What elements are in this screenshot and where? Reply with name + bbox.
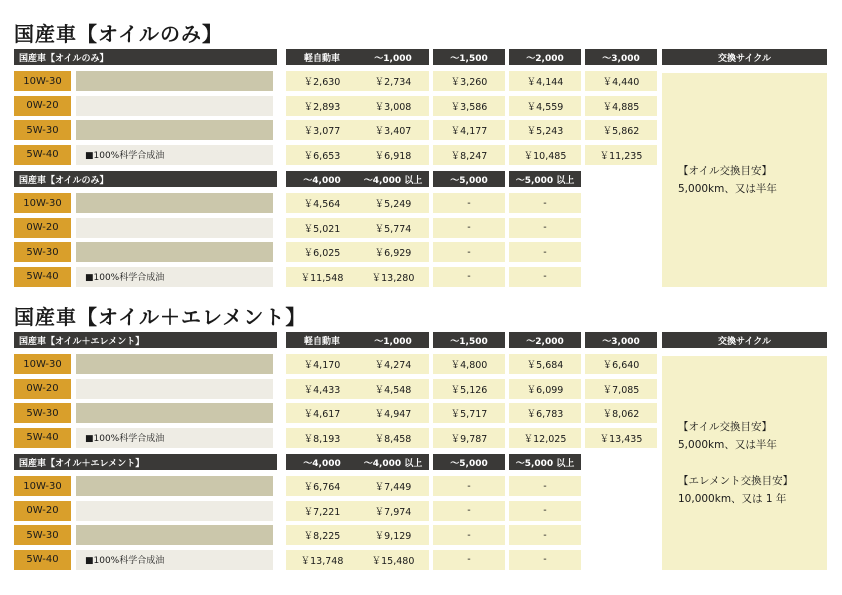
- price-cell: ￥7,085: [585, 379, 657, 399]
- price-cell: ￥8,247: [433, 145, 505, 165]
- column-header: ～1,500: [433, 332, 505, 348]
- oil-grade-label: 5W-30: [14, 120, 71, 140]
- cycle-note-line: 【エレメント交換目安】: [678, 475, 794, 487]
- price-cell: -: [509, 501, 581, 521]
- price-cell: ￥5,717: [433, 403, 505, 423]
- oil-grade-label: 0W-20: [14, 379, 71, 399]
- table-label-header: 国産車【オイル＋エレメント】: [14, 332, 277, 348]
- price-cell: ￥7,221: [286, 501, 358, 521]
- price-cell: ￥5,862: [585, 120, 657, 140]
- price-cell: ￥11,548: [286, 267, 358, 287]
- column-header: ～4,000 以上: [357, 171, 429, 187]
- column-header: ～1,000: [357, 332, 429, 348]
- price-cell: ￥4,617: [286, 403, 358, 423]
- cycle-note-spacer: [678, 454, 827, 472]
- price-cell: ￥5,021: [286, 218, 358, 238]
- price-cell: ￥4,144: [509, 71, 581, 91]
- oil-grade-label: 10W-30: [14, 71, 71, 91]
- price-cell: -: [509, 242, 581, 262]
- price-cell: ￥7,449: [357, 476, 429, 496]
- table-label-header: 国産車【オイル＋エレメント】: [14, 454, 277, 470]
- price-cell: -: [433, 476, 505, 496]
- cycle-note-line: 5,000km、又は半年: [678, 183, 777, 195]
- oil-description: [76, 218, 273, 238]
- column-header: ～4,000: [286, 171, 358, 187]
- price-cell: ￥6,929: [357, 242, 429, 262]
- table-label-header: 国産車【オイルのみ】: [14, 49, 277, 65]
- price-cell: ￥4,170: [286, 354, 358, 374]
- price-cell: ￥15,480: [357, 550, 429, 570]
- cycle-note-line: 【オイル交換目安】: [678, 165, 772, 177]
- price-cell: -: [509, 193, 581, 213]
- price-cell: -: [433, 525, 505, 545]
- price-cell: ￥3,260: [433, 71, 505, 91]
- oil-grade-label: 10W-30: [14, 354, 71, 374]
- price-cell: ￥8,062: [585, 403, 657, 423]
- oil-grade-label: 5W-40: [14, 145, 71, 165]
- oil-description: ■100%科学合成油: [76, 428, 273, 448]
- oil-description: [76, 379, 273, 399]
- oil-grade-label: 10W-30: [14, 193, 71, 213]
- price-cell: ￥6,025: [286, 242, 358, 262]
- price-cell: -: [433, 242, 505, 262]
- oil-description: [76, 120, 273, 140]
- oil-grade-label: 0W-20: [14, 218, 71, 238]
- price-cell: ￥5,249: [357, 193, 429, 213]
- cycle-note-line: 5,000km、又は半年: [678, 439, 777, 451]
- price-cell: ￥6,640: [585, 354, 657, 374]
- oil-grade-label: 0W-20: [14, 501, 71, 521]
- price-cell: ￥4,274: [357, 354, 429, 374]
- price-cell: -: [433, 550, 505, 570]
- column-header: ～3,000: [585, 49, 657, 65]
- column-header: 軽自動車: [286, 332, 358, 348]
- price-cell: ￥10,485: [509, 145, 581, 165]
- section-title: 国産車【オイル＋エレメント】: [14, 305, 307, 329]
- column-header: ～4,000: [286, 454, 358, 470]
- column-header: ～2,000: [509, 49, 581, 65]
- price-cell: ￥6,099: [509, 379, 581, 399]
- price-cell: ￥5,774: [357, 218, 429, 238]
- column-header: ～5,000 以上: [509, 171, 581, 187]
- price-cell: -: [433, 501, 505, 521]
- column-header: ～1,500: [433, 49, 505, 65]
- column-header: ～2,000: [509, 332, 581, 348]
- price-cell: ￥3,077: [286, 120, 358, 140]
- oil-grade-label: 5W-30: [14, 242, 71, 262]
- price-cell: -: [433, 267, 505, 287]
- price-cell: ￥2,734: [357, 71, 429, 91]
- cycle-note-line: 10,000km、又は 1 年: [678, 493, 787, 505]
- oil-grade-label: 5W-40: [14, 550, 71, 570]
- price-cell: ￥4,177: [433, 120, 505, 140]
- oil-description: [76, 525, 273, 545]
- oil-description: [76, 501, 273, 521]
- cycle-header: 交換サイクル: [662, 332, 827, 348]
- price-cell: ￥4,885: [585, 96, 657, 116]
- oil-grade-label: 5W-40: [14, 267, 71, 287]
- oil-grade-label: 5W-40: [14, 428, 71, 448]
- price-cell: ￥4,440: [585, 71, 657, 91]
- price-cell: ￥2,893: [286, 96, 358, 116]
- price-cell: -: [509, 267, 581, 287]
- price-cell: ￥4,947: [357, 403, 429, 423]
- price-cell: ￥11,235: [585, 145, 657, 165]
- column-header: ～3,000: [585, 332, 657, 348]
- column-header: ～5,000 以上: [509, 454, 581, 470]
- oil-description: [76, 193, 273, 213]
- price-cell: ￥13,748: [286, 550, 358, 570]
- price-cell: ￥4,548: [357, 379, 429, 399]
- oil-description: [76, 476, 273, 496]
- price-cell: ￥5,126: [433, 379, 505, 399]
- price-cell: ￥6,783: [509, 403, 581, 423]
- oil-description: [76, 71, 273, 91]
- price-cell: ￥9,787: [433, 428, 505, 448]
- price-cell: ￥13,280: [357, 267, 429, 287]
- price-cell: ￥6,764: [286, 476, 358, 496]
- oil-description: [76, 354, 273, 374]
- price-cell: -: [433, 218, 505, 238]
- price-cell: ￥12,025: [509, 428, 581, 448]
- price-cell: ￥4,433: [286, 379, 358, 399]
- oil-description: ■100%科学合成油: [76, 550, 273, 570]
- cycle-header: 交換サイクル: [662, 49, 827, 65]
- price-cell: ￥2,630: [286, 71, 358, 91]
- price-cell: ￥6,653: [286, 145, 358, 165]
- price-cell: ￥9,129: [357, 525, 429, 545]
- price-cell: ￥8,225: [286, 525, 358, 545]
- column-header: 軽自動車: [286, 49, 358, 65]
- oil-description: [76, 403, 273, 423]
- price-cell: ￥3,008: [357, 96, 429, 116]
- oil-grade-label: 5W-30: [14, 403, 71, 423]
- price-cell: ￥13,435: [585, 428, 657, 448]
- price-cell: -: [509, 550, 581, 570]
- section-title: 国産車【オイルのみ】: [14, 22, 223, 46]
- cycle-note: [662, 356, 827, 570]
- price-cell: -: [509, 476, 581, 496]
- price-cell: ￥3,586: [433, 96, 505, 116]
- price-cell: -: [509, 525, 581, 545]
- oil-description: ■100%科学合成油: [76, 145, 273, 165]
- oil-grade-label: 10W-30: [14, 476, 71, 496]
- oil-grade-label: 0W-20: [14, 96, 71, 116]
- column-header: ～1,000: [357, 49, 429, 65]
- price-cell: ￥4,559: [509, 96, 581, 116]
- price-cell: ￥4,800: [433, 354, 505, 374]
- price-cell: ￥7,974: [357, 501, 429, 521]
- oil-description: ■100%科学合成油: [76, 267, 273, 287]
- price-cell: ￥8,458: [357, 428, 429, 448]
- price-cell: ￥3,407: [357, 120, 429, 140]
- column-header: ～5,000: [433, 454, 505, 470]
- price-cell: ￥4,564: [286, 193, 358, 213]
- price-cell: ￥6,918: [357, 145, 429, 165]
- price-cell: ￥5,684: [509, 354, 581, 374]
- oil-description: [76, 96, 273, 116]
- column-header: ～4,000 以上: [357, 454, 429, 470]
- oil-description: [76, 242, 273, 262]
- oil-grade-label: 5W-30: [14, 525, 71, 545]
- price-cell: ￥5,243: [509, 120, 581, 140]
- table-label-header: 国産車【オイルのみ】: [14, 171, 277, 187]
- column-header: ～5,000: [433, 171, 505, 187]
- price-cell: -: [433, 193, 505, 213]
- price-cell: ￥8,193: [286, 428, 358, 448]
- cycle-note: [662, 73, 827, 287]
- price-cell: -: [509, 218, 581, 238]
- cycle-note-line: 【オイル交換目安】: [678, 421, 772, 433]
